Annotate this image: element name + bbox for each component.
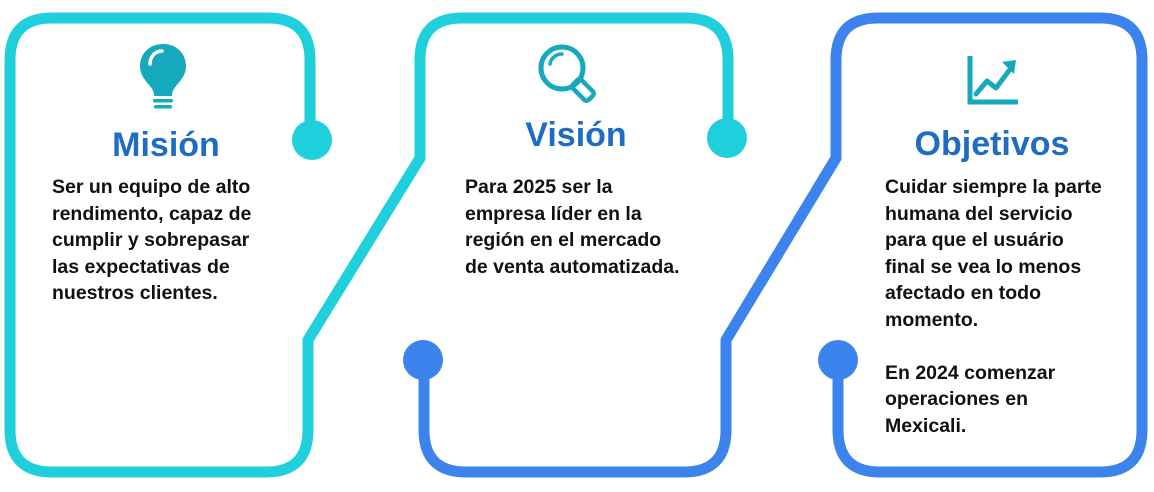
text-line: Cuidar siempre la parte [885, 176, 1102, 198]
connector-dot-1 [292, 120, 332, 160]
card-body-mision [52, 174, 302, 307]
text-line: para que el usuário [885, 229, 1064, 251]
paragraph-gap [885, 333, 1135, 360]
text-line: de venta automatizada. [465, 255, 680, 278]
card-title-objetivos: Objetivos [914, 125, 1070, 163]
text-line: nuestros clientes. [52, 282, 218, 304]
card-body-objetivos [885, 174, 1135, 439]
magnifier-icon [536, 42, 600, 106]
text-line: operaciones en [885, 388, 1029, 410]
connector-dot-4 [818, 340, 858, 380]
text-line: cumplir y sobrepasar [52, 229, 250, 251]
text-line: humana del servicio [885, 202, 1073, 225]
lightbulb-icon [137, 42, 189, 110]
text-line: momento. [885, 308, 979, 331]
connector-dot-3 [403, 340, 443, 380]
connector-dot-2 [707, 118, 747, 158]
growth-chart-icon [966, 54, 1020, 106]
card-body-vision [465, 174, 720, 280]
card-title-vision: Visión [525, 116, 627, 154]
text-line: las expectativas de [52, 255, 230, 278]
text-line: rendimento, capaz de [52, 202, 252, 225]
card-title-mision: Misión [112, 126, 220, 164]
text-line: región en el mercado [465, 229, 662, 251]
text-line: Ser un equipo de alto [52, 176, 251, 198]
text-line: Mexicali. [885, 414, 967, 437]
text-line: empresa líder en la [465, 202, 642, 225]
text-line: afectado en todo [885, 282, 1042, 304]
text-line: Para 2025 ser la [465, 176, 613, 198]
text-line: final se vea lo menos [885, 255, 1082, 278]
text-line: En 2024 comenzar [885, 361, 1056, 384]
